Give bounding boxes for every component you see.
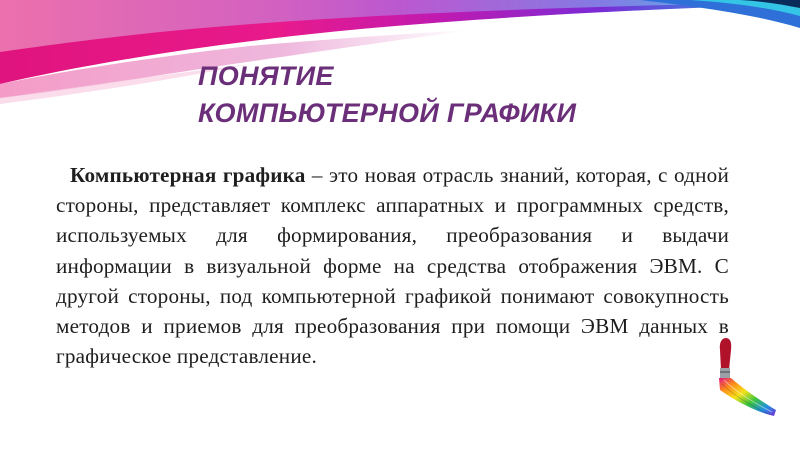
definition-paragraph xyxy=(56,160,729,371)
paint-brush-icon xyxy=(712,336,784,426)
slide-title-line-2: КОМПЬЮТЕРНОЙ ГРАФИКИ xyxy=(198,98,577,128)
slide-title-line-1: ПОНЯТИЕ xyxy=(198,61,334,91)
defined-term: Компьютерная графика xyxy=(70,163,306,187)
definition-text: – это новая отрасль знаний, которая, с одной стороны, представляет комплекс аппаратных и программных средств, используемых для формирования, преобразования и выдачи информации в визуальной форме на средства отображения ЭВМ. С другой стороны, под компьютерной графикой понимают совокупность методов и приемов для преобразования при помощи ЭВМ данных в графическое представление. xyxy=(56,163,729,369)
slide-title xyxy=(198,58,718,132)
